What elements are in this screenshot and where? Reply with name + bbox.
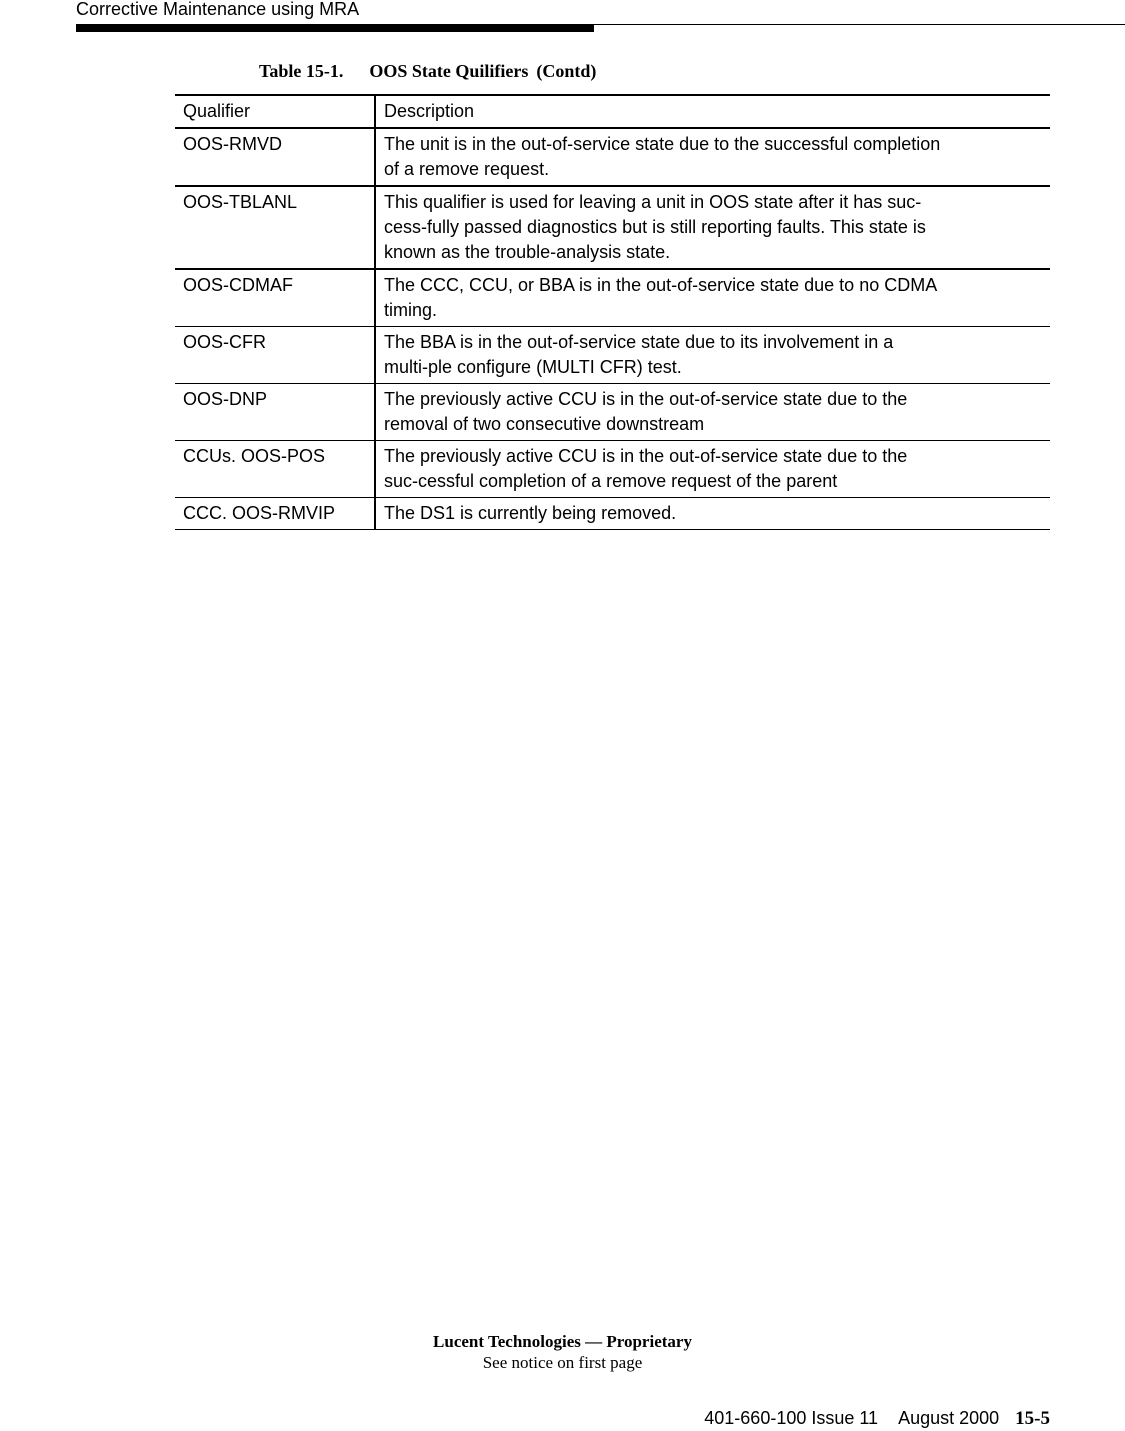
description-cell: [375, 384, 1050, 441]
description-line: The CCC, CCU, or BBA is in the out-of-service state due to no CDMA: [384, 275, 938, 295]
running-header-title: Corrective Maintenance using MRA: [76, 0, 360, 19]
footer-notice: See notice on first page: [482, 1353, 643, 1372]
qualifier-cell: OOS-DNP: [175, 384, 375, 441]
footer-doc-info: [704, 1406, 1050, 1431]
description-line: suc-cessful completion of a remove request of the parent: [384, 471, 838, 491]
description-line: The previously active CCU is in the out-of-service state due to the: [384, 446, 908, 466]
table-row: [175, 441, 1050, 498]
table-row: [175, 186, 1050, 269]
description-cell: [375, 186, 1050, 269]
table-row: [175, 384, 1050, 441]
description-line: timing.: [384, 300, 438, 320]
qualifier-cell: OOS-CDMAF: [175, 269, 375, 327]
description-line: known as the trouble-analysis state.: [384, 242, 671, 262]
description-line: removal of two consecutive downstream: [384, 414, 705, 434]
description-line: multi-ple configure (MULTI CFR) test.: [384, 357, 682, 377]
column-header-description: Description: [384, 101, 475, 121]
description-line: cess-fully passed diagnostics but is still reporting faults. This state is: [384, 217, 926, 237]
footer-company: Lucent Technologies — Proprietary: [433, 1332, 692, 1351]
description-line: The BBA is in the out-of-service state due to its involvement in a: [384, 332, 894, 352]
description-line: The previously active CCU is in the out-of-service state due to the: [384, 389, 908, 409]
issue-label: Issue 11: [811, 1408, 879, 1428]
description-cell: [375, 128, 1050, 186]
description-cell: [375, 441, 1050, 498]
table-row: [175, 327, 1050, 384]
qualifier-cell: OOS-CFR: [175, 327, 375, 384]
qualifier-cell: OOS-TBLANL: [175, 186, 375, 269]
description-line: The DS1 is currently being removed.: [384, 503, 677, 523]
qualifier-cell: CCUs. OOS-POS: [175, 441, 375, 498]
page-number: 15-5: [1015, 1408, 1050, 1429]
table-row: [175, 128, 1050, 186]
table-caption-number: Table 15-1.: [259, 61, 344, 81]
qualifier-cell: OOS-RMVD: [175, 128, 375, 186]
description-line: The unit is in the out-of-service state due to the successful completion: [384, 134, 941, 154]
description-cell: [375, 327, 1050, 384]
description-cell: [375, 498, 1050, 530]
doc-number: 401-660-100: [704, 1408, 807, 1428]
column-header-qualifier: Qualifier: [175, 95, 375, 128]
description-line: This qualifier is used for leaving a unit in OOS state after it has suc-: [384, 192, 922, 212]
description-cell: [375, 269, 1050, 327]
description-line: of a remove request.: [384, 159, 550, 179]
qualifier-cell: CCC. OOS-RMVIP: [175, 498, 375, 530]
table-header-row: [175, 95, 1050, 128]
table-row: [175, 498, 1050, 530]
issue-date: August 2000: [898, 1408, 1000, 1428]
table-caption-suffix: (Contd): [536, 61, 597, 81]
header-bar: [76, 25, 594, 32]
table-row: [175, 269, 1050, 327]
oos-qualifiers-table: [175, 94, 1050, 530]
table-caption-title: OOS State Quilifiers: [369, 61, 529, 81]
table-caption: [259, 59, 596, 83]
